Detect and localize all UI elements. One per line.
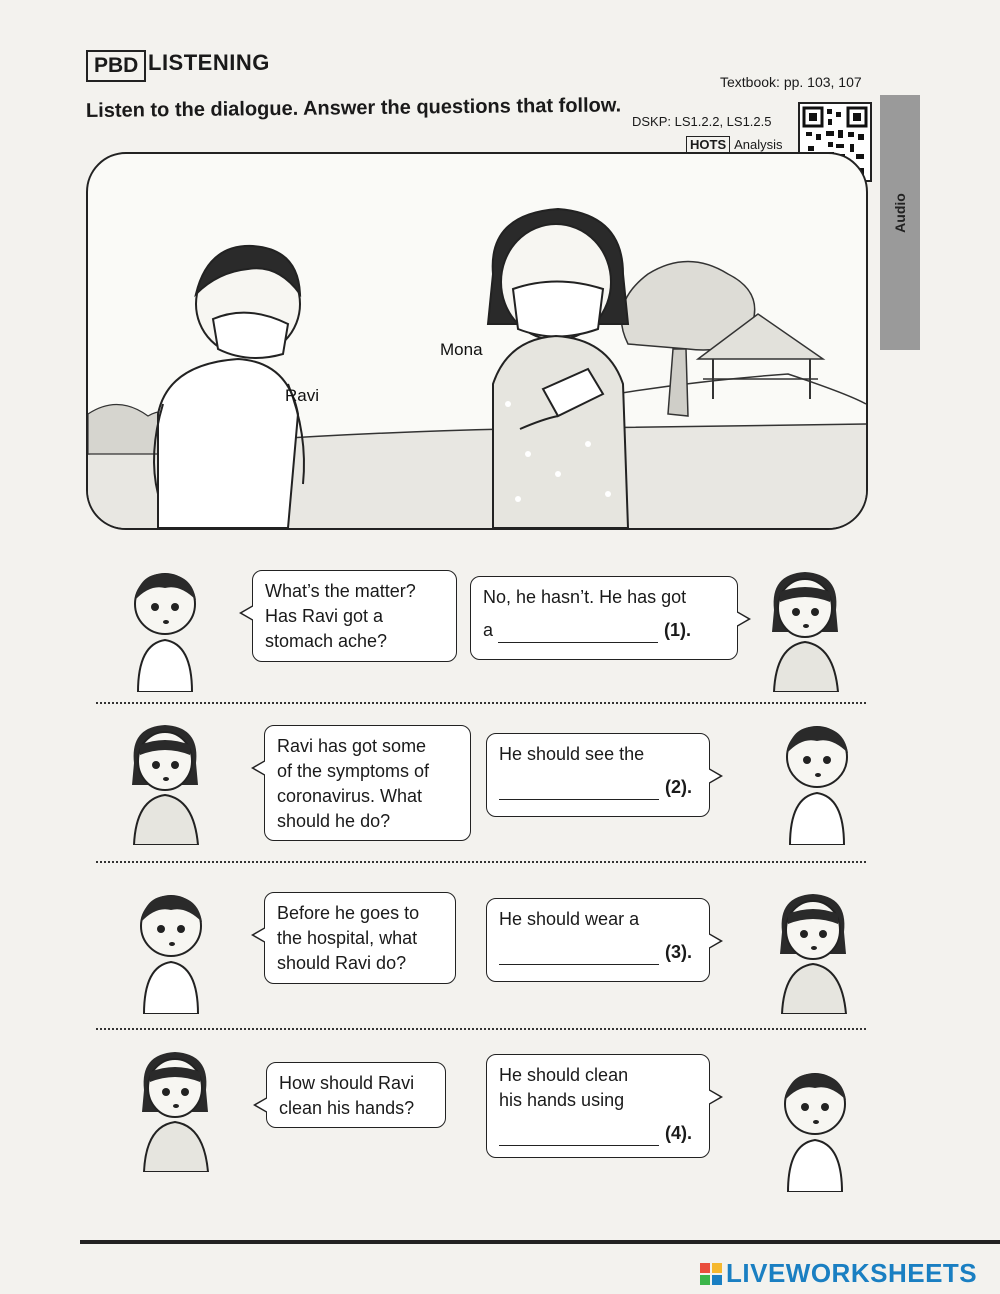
- answer-number: (1).: [664, 620, 692, 640]
- answer-line: No, he hasn’t. He has got: [483, 587, 687, 607]
- question-bubble-1: [252, 570, 457, 662]
- answer-blank-4[interactable]: [499, 1127, 659, 1146]
- girl-avatar: [768, 884, 858, 1019]
- question-line: coronavirus. What: [277, 786, 423, 806]
- label-mona: Mona: [440, 340, 483, 359]
- boy-avatar: [120, 562, 210, 697]
- question-bubble-4: [266, 1062, 446, 1128]
- row-divider: [96, 861, 866, 863]
- answer-number: (3).: [665, 942, 692, 962]
- girl-avatar: [130, 1042, 220, 1177]
- page-bottom-edge: [80, 1240, 1000, 1244]
- question-line: How should Ravi: [279, 1073, 415, 1093]
- liveworksheets-icon: [700, 1263, 722, 1285]
- answer-number: (4).: [665, 1123, 692, 1143]
- question-line: What’s the matter?: [265, 581, 416, 601]
- scene-illustration: [86, 152, 868, 530]
- instruction-text: Listen to the dialogue. Answer the questions that follow.: [85, 94, 622, 122]
- answer-number: (2).: [665, 777, 692, 797]
- question-line: of the symptoms of: [277, 761, 430, 781]
- question-line: the hospital, what: [277, 928, 418, 948]
- pbd-badge: PBD: [86, 50, 146, 82]
- answer-line: his hands using: [499, 1090, 625, 1110]
- question-line: should he do?: [277, 811, 391, 831]
- question-bubble-2: [264, 725, 471, 841]
- dskp-reference: DSKP: LS1.2.2, LS1.2.5: [632, 114, 772, 129]
- answer-line: He should see the: [499, 744, 645, 764]
- girl-avatar: [120, 715, 210, 850]
- row-divider: [96, 702, 866, 704]
- boy-avatar: [772, 715, 862, 850]
- answer-bubble-1: [470, 576, 738, 660]
- row-divider: [96, 1028, 866, 1030]
- answer-blank-2[interactable]: [499, 781, 659, 800]
- question-line: Ravi has got some: [277, 736, 427, 756]
- question-line: should Ravi do?: [277, 953, 407, 973]
- liveworksheets-logo[interactable]: [700, 1258, 977, 1289]
- boy-avatar: [126, 884, 216, 1019]
- answer-line: He should wear a: [499, 909, 640, 929]
- question-line: clean his hands?: [279, 1098, 415, 1118]
- audio-tab-label: Audio: [892, 193, 908, 233]
- textbook-reference: Textbook: pp. 103, 107: [720, 74, 862, 90]
- section-title: LISTENING: [148, 50, 270, 75]
- question-line: stomach ache?: [265, 631, 388, 651]
- question-bubble-3: [264, 892, 456, 984]
- answer-blank-1[interactable]: [498, 624, 658, 643]
- hots-level: Analysis: [734, 137, 783, 152]
- answer-blank-3[interactable]: [499, 946, 659, 965]
- answer-prefix: a: [483, 620, 494, 640]
- answer-bubble-2: [486, 733, 710, 817]
- answer-bubble-4: [486, 1054, 710, 1158]
- question-line: Has Ravi got a: [265, 606, 384, 626]
- answer-line: He should clean: [499, 1065, 629, 1085]
- label-ravi: Ravi: [285, 386, 320, 405]
- question-line: Before he goes to: [277, 903, 420, 923]
- brand-name: LIVEWORKSHEETS: [726, 1258, 978, 1288]
- hots-label: [686, 137, 783, 152]
- boy-avatar: [770, 1062, 860, 1197]
- answer-bubble-3: [486, 898, 710, 982]
- hots-badge: HOTS: [686, 136, 730, 153]
- girl-avatar: [760, 562, 850, 697]
